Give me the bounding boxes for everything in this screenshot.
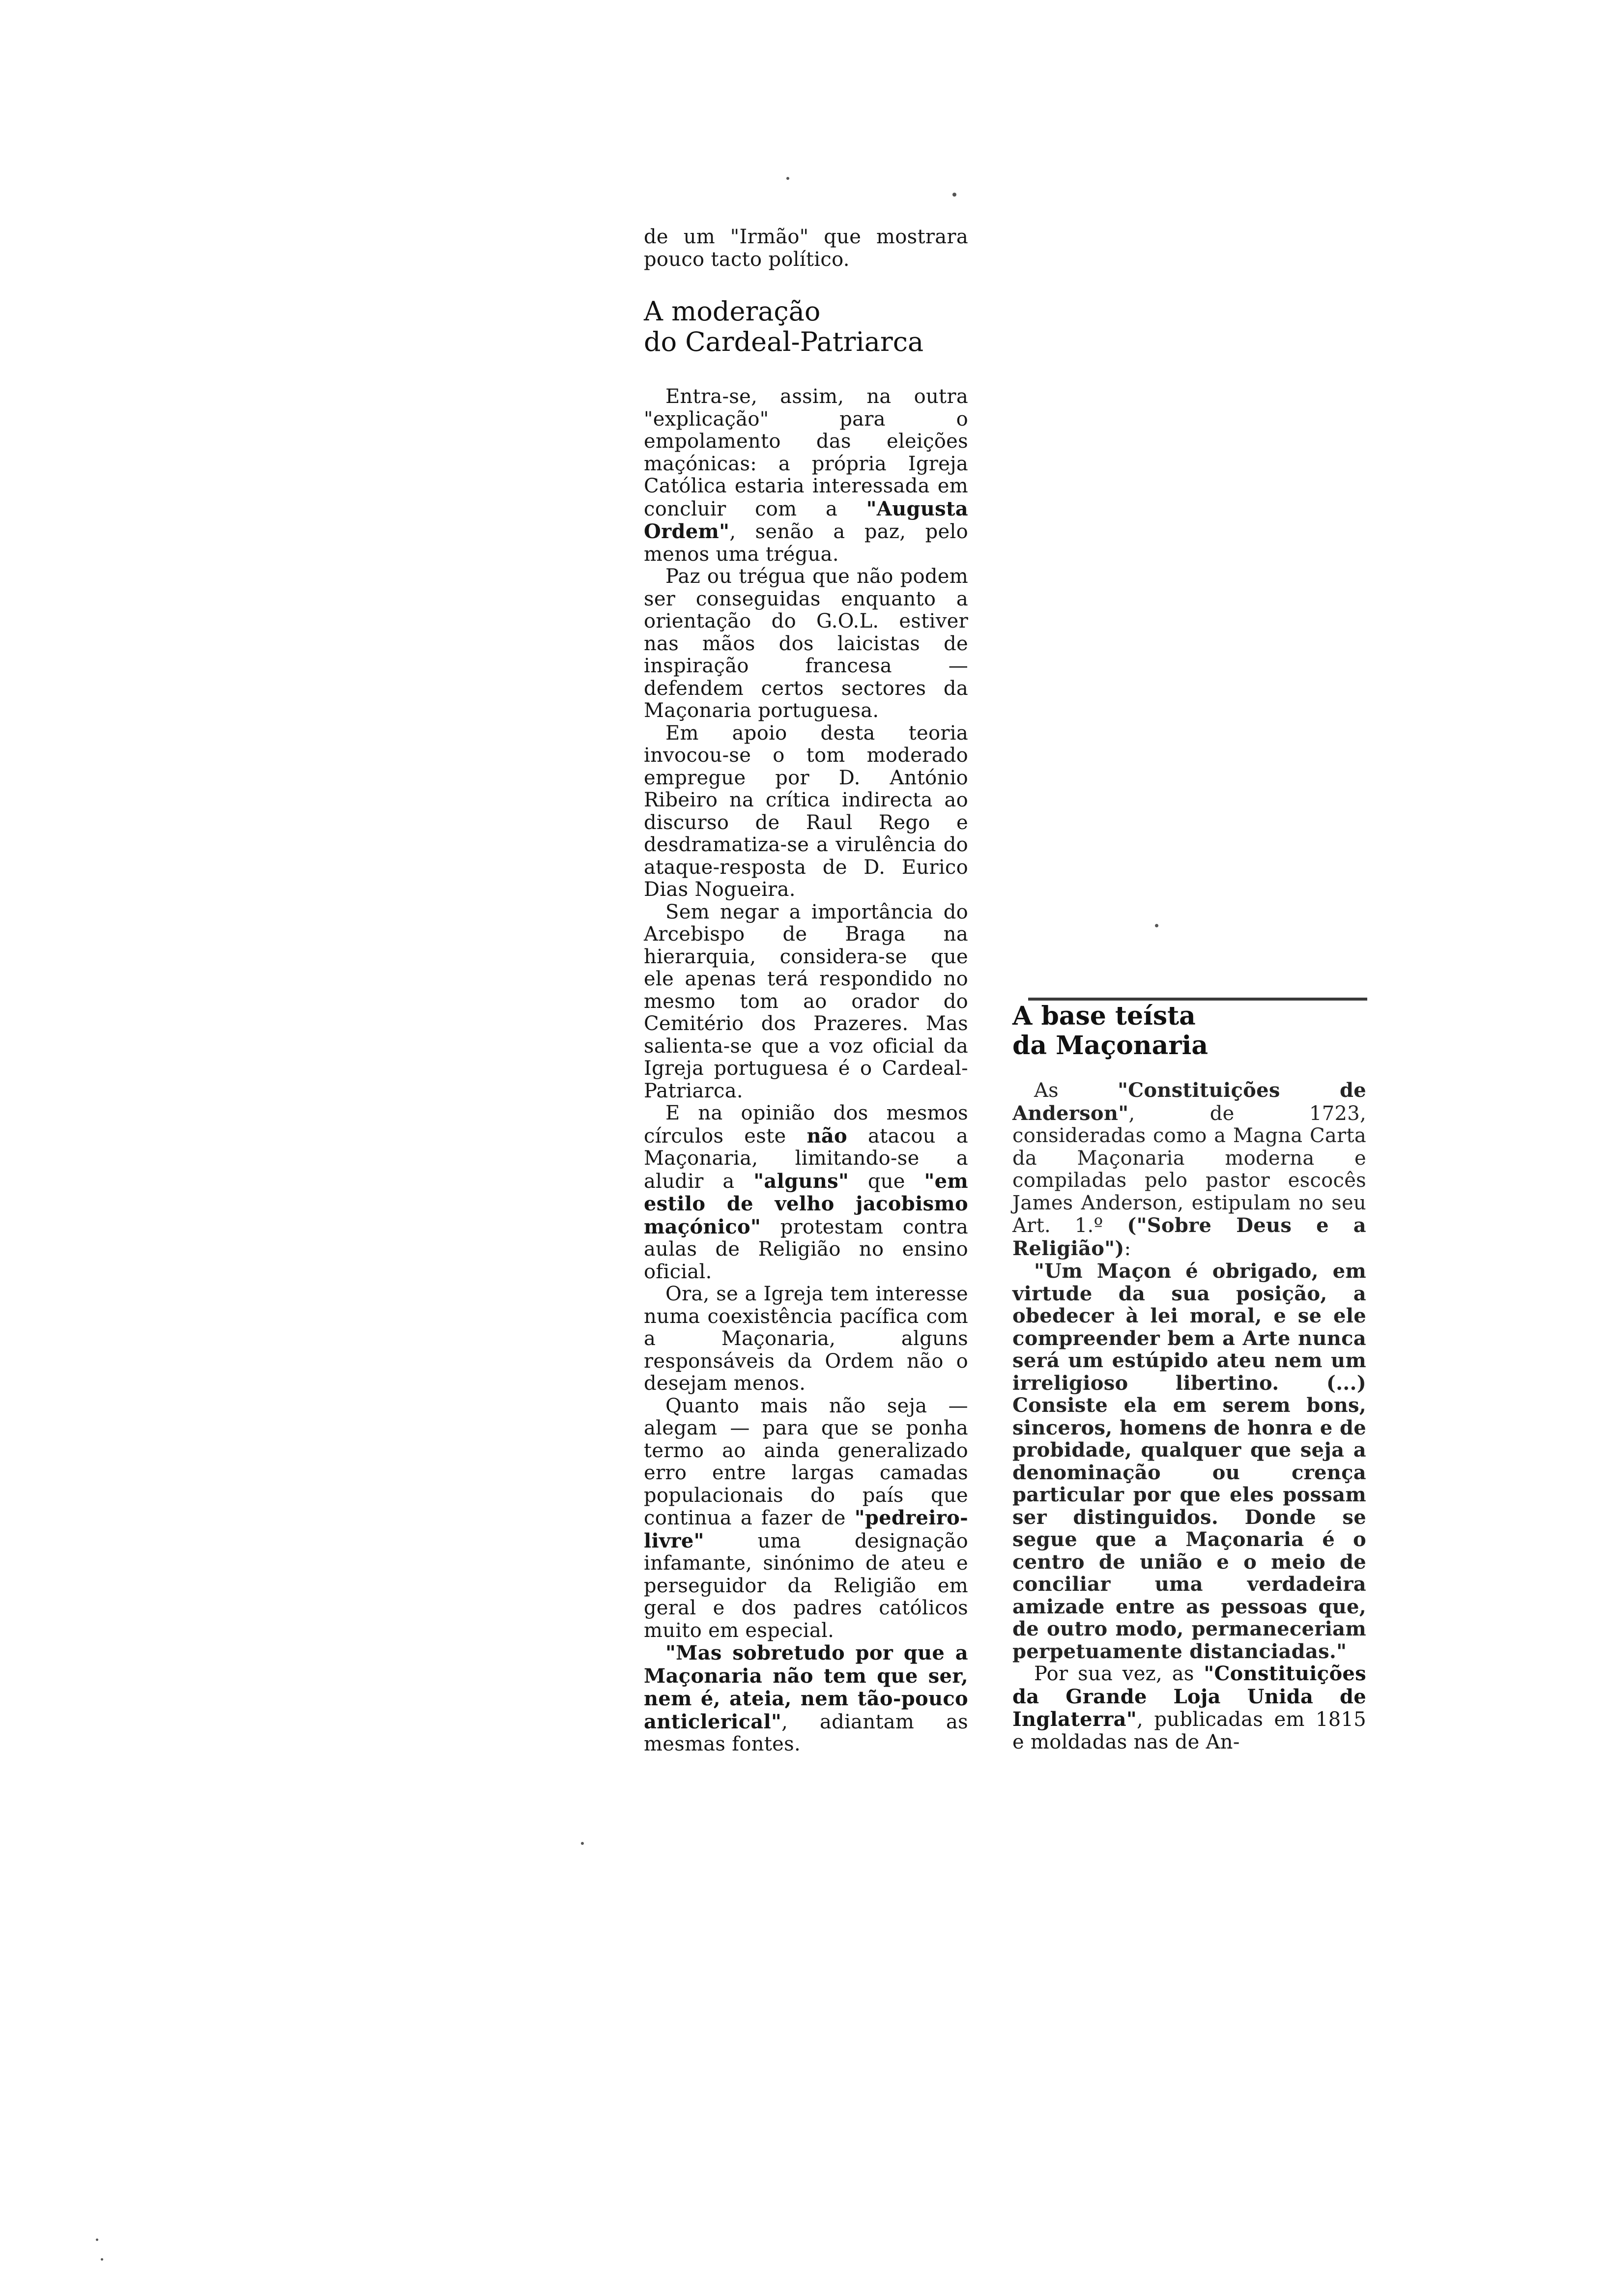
paragraph: Em apoio desta teoria invocou-se o tom moderado empregue por D. António Ribeiro na crítica indirecta ao discurso de Raul Rego e desdramatiza-se a virulência do ataque-resposta de D. Eurico Dias Nogueira. — [644, 721, 968, 901]
scan-speck — [1155, 924, 1158, 927]
heading-line: A base teísta — [1012, 1001, 1196, 1031]
scan-speck — [952, 193, 956, 197]
scan-speck — [786, 177, 789, 180]
paragraph: E na opinião dos mesmos círculos este não atacou a Maçonaria, limitando-se a aludir a "alguns" que "em estilo de velho jacobismo maçónico" protestam contra aulas de Religião no ensino oficial. — [644, 1102, 968, 1283]
scan-speck — [96, 2239, 98, 2241]
anderson-quote: "Um Maçon é obrigado, em virtude da sua posição, a obedecer à lei moral, e se ele compreender bem a Arte nunca será um estúpido ateu nem um irreligioso libertino. (...) Consiste ela em serem bons, sinceros, homens de honra e de probidade, qualquer que seja a denominação ou crença particular por que eles possam ser distinguidos. Donde se segue que a Maçonaria é o centro de união e o meio de conciliar uma verdadeira amizade entre as pessoas que, de outro modo, permaneceriam perpetuamente distanciadas." — [1012, 1260, 1366, 1663]
paragraph: Entra-se, assim, na outra "explicação" para o empolamento das eleições maçónicas: a própria Igreja Católica estaria interessada em concluir com a "Augusta Ordem", senão a paz, pelo menos uma trégua. — [644, 385, 968, 566]
heading-line: do Cardeal-Patriarca — [644, 326, 924, 357]
scan-speck — [101, 2258, 103, 2261]
paragraph: Sem negar a importância do Arcebispo de Braga na hierarquia, considera-se que ele apenas terá respondido no mesmo tom ao orador do Cemitério dos Prazeres. Mas salienta-se que a voz oficial da Igreja portuguesa é o Cardeal-Patriarca. — [644, 900, 968, 1102]
paragraph: Quanto mais não seja — alegam — para que se ponha termo ao ainda generalizado erro entre largas camadas populacionais do país que continua a fazer de "pedreiro-livre" uma designação infamante, sinónimo de ateu e perseguidor da Religião em geral e dos padres católicos muito em especial. — [644, 1394, 968, 1642]
paragraph: Por sua vez, as "Constituições da Grande Loja Unida de Inglaterra", publicadas em 1815 e moldadas nas de An- — [1012, 1662, 1366, 1753]
scan-speck — [581, 1842, 584, 1845]
paragraph: "Mas sobretudo por que a Maçonaria não tem que ser, nem é, ateia, nem tão-pouco anticlerical", adiantam as mesmas fontes. — [644, 1641, 968, 1755]
article-column-left — [644, 226, 968, 1756]
paragraph: As "Constituições de Anderson", de 1723, consideradas como a Magna Carta da Maçonaria moderna e compiladas pelo pastor escocês James Anderson, estipulam no seu Art. 1.º ("Sobre Deus e a Religião"): — [1012, 1079, 1366, 1260]
paragraph: Paz ou trégua que não podem ser conseguidas enquanto a orientação do G.O.L. estiver nas mãos dos laicistas de inspiração francesa — defendem certos sectores da Maçonaria portuguesa. — [644, 565, 968, 722]
heading-line: da Maçonaria — [1012, 1031, 1209, 1061]
intro-text: de um "Irmão" que mostrara pouco tacto político. — [644, 226, 968, 271]
heading-line: A moderação — [644, 296, 821, 327]
paragraph: Ora, se a Igreja tem interesse numa coexistência pacífica com a Maçonaria, alguns responsáveis da Ordem não o desejam menos. — [644, 1283, 968, 1395]
section-heading-moderation — [644, 296, 968, 357]
article-column-right — [1012, 983, 1366, 1753]
section-heading-theist-base — [1012, 1002, 1366, 1061]
